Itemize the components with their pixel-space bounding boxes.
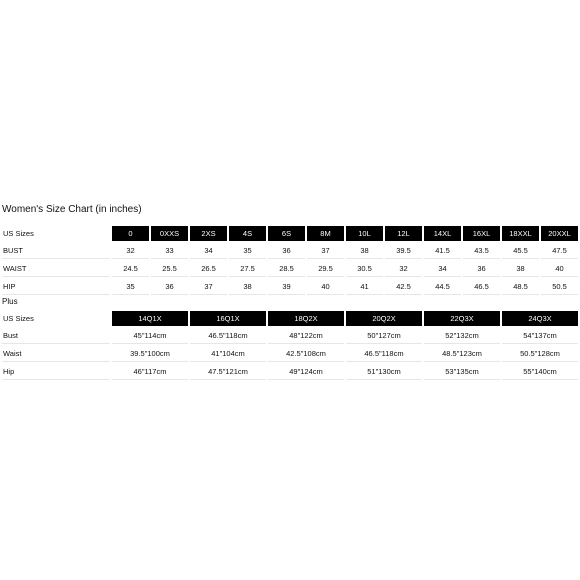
measurement-cell: 28.5: [268, 261, 305, 277]
measurement-cell: 29.5: [307, 261, 344, 277]
row-label: WAIST: [2, 261, 110, 277]
table-row: [2, 364, 578, 380]
measurement-cell: 45"114cm: [112, 328, 188, 344]
size-column-header: 14XL: [424, 226, 461, 241]
size-column-header: 2XS: [190, 226, 227, 241]
size-column-header: 12L: [385, 226, 422, 241]
measurement-cell: 43.5: [463, 243, 500, 259]
measurement-cell: 36: [463, 261, 500, 277]
row-label: BUST: [2, 243, 110, 259]
measurement-cell: 46.5"118cm: [190, 328, 266, 344]
size-column-header: 24Q3X: [502, 311, 578, 326]
measurement-cell: 49"124cm: [268, 364, 344, 380]
table-row: [2, 261, 578, 277]
measurement-cell: 39.5"100cm: [112, 346, 188, 362]
measurement-cell: 41: [346, 279, 383, 295]
measurement-cell: 41"104cm: [190, 346, 266, 362]
measurement-cell: 37: [307, 243, 344, 259]
size-column-header: 14Q1X: [112, 311, 188, 326]
measurement-cell: 55"140cm: [502, 364, 578, 380]
size-column-header: 16Q1X: [190, 311, 266, 326]
size-column-header: 8M: [307, 226, 344, 241]
measurement-cell: 46.5: [463, 279, 500, 295]
size-column-header: 22Q3X: [424, 311, 500, 326]
measurement-cell: 26.5: [190, 261, 227, 277]
size-chart-title: Women's Size Chart (in inches): [2, 204, 142, 215]
measurement-cell: 47.5"121cm: [190, 364, 266, 380]
size-column-header: 20Q2X: [346, 311, 422, 326]
size-column-header: 16XL: [463, 226, 500, 241]
measurement-cell: 38: [346, 243, 383, 259]
measurement-cell: 51"130cm: [346, 364, 422, 380]
row-label: Waist: [2, 346, 110, 362]
table-row: [2, 243, 578, 259]
table-header-row: [2, 311, 578, 326]
measurement-cell: 27.5: [229, 261, 266, 277]
table-row: [2, 346, 578, 362]
measurement-cell: 42.5: [385, 279, 422, 295]
measurement-cell: 39: [268, 279, 305, 295]
measurement-cell: 32: [112, 243, 149, 259]
womens-size-table: [0, 224, 580, 297]
size-column-header: 4S: [229, 226, 266, 241]
measurement-cell: 50.5"128cm: [502, 346, 578, 362]
measurement-cell: 54"137cm: [502, 328, 578, 344]
measurement-cell: 25.5: [151, 261, 188, 277]
measurement-cell: 52"132cm: [424, 328, 500, 344]
measurement-cell: 38: [229, 279, 266, 295]
header-label: US Sizes: [2, 226, 110, 241]
measurement-cell: 46"117cm: [112, 364, 188, 380]
measurement-cell: 34: [424, 261, 461, 277]
measurement-cell: 36: [151, 279, 188, 295]
measurement-cell: 35: [229, 243, 266, 259]
measurement-cell: 35: [112, 279, 149, 295]
plus-section-label: Plus: [2, 297, 18, 306]
measurement-cell: 53"135cm: [424, 364, 500, 380]
plus-size-table: [0, 309, 580, 382]
measurement-cell: 34: [190, 243, 227, 259]
size-column-header: 0XXS: [151, 226, 188, 241]
measurement-cell: 45.5: [502, 243, 539, 259]
measurement-cell: 46.5"118cm: [346, 346, 422, 362]
measurement-cell: 42.5"108cm: [268, 346, 344, 362]
measurement-cell: 50.5: [541, 279, 578, 295]
measurement-cell: 24.5: [112, 261, 149, 277]
size-column-header: 6S: [268, 226, 305, 241]
measurement-cell: 40: [307, 279, 344, 295]
measurement-cell: 50"127cm: [346, 328, 422, 344]
row-label: Hip: [2, 364, 110, 380]
row-label: Bust: [2, 328, 110, 344]
measurement-cell: 32: [385, 261, 422, 277]
size-column-header: 0: [112, 226, 149, 241]
measurement-cell: 48.5: [502, 279, 539, 295]
measurement-cell: 39.5: [385, 243, 422, 259]
table-row: [2, 328, 578, 344]
measurement-cell: 48.5"123cm: [424, 346, 500, 362]
measurement-cell: 41.5: [424, 243, 461, 259]
size-column-header: 20XXL: [541, 226, 578, 241]
table-header-row: [2, 226, 578, 241]
measurement-cell: 47.5: [541, 243, 578, 259]
size-column-header: 18XXL: [502, 226, 539, 241]
measurement-cell: 44.5: [424, 279, 461, 295]
measurement-cell: 48"122cm: [268, 328, 344, 344]
table-row: [2, 279, 578, 295]
measurement-cell: 37: [190, 279, 227, 295]
measurement-cell: 36: [268, 243, 305, 259]
measurement-cell: 33: [151, 243, 188, 259]
measurement-cell: 30.5: [346, 261, 383, 277]
measurement-cell: 38: [502, 261, 539, 277]
size-column-header: 18Q2X: [268, 311, 344, 326]
header-label: US Sizes: [2, 311, 110, 326]
measurement-cell: 40: [541, 261, 578, 277]
size-column-header: 10L: [346, 226, 383, 241]
row-label: HIP: [2, 279, 110, 295]
